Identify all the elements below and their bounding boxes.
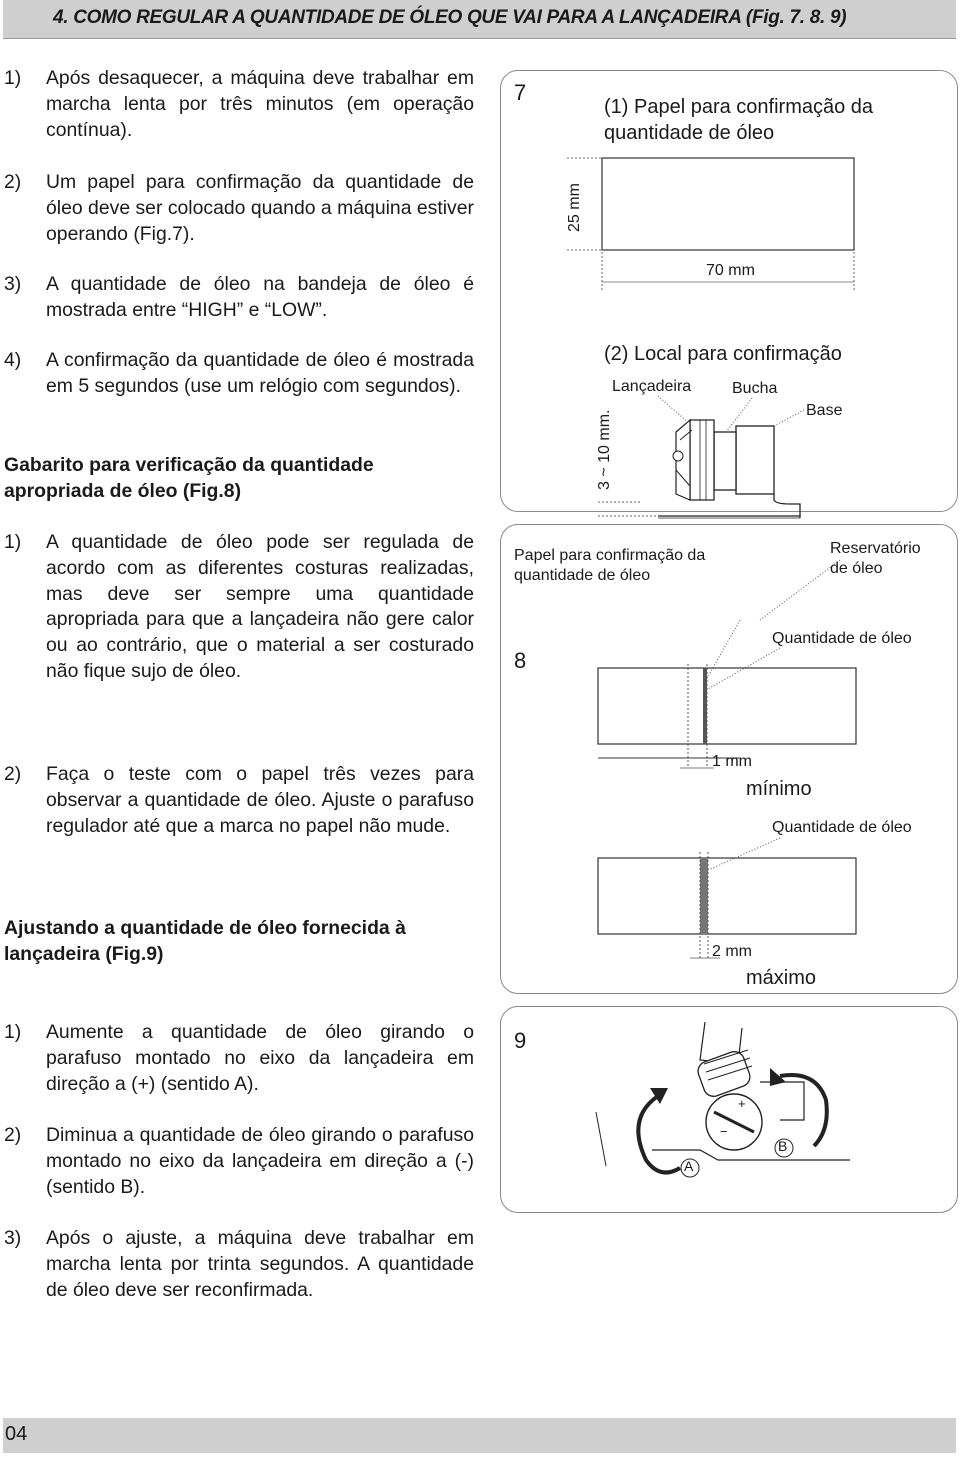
item-text: Após o ajuste, a máquina deve trabalhar em marcha lenta por trinta segundos. A quantidade de óleo deve ser reconfirmada. <box>46 1227 474 1301</box>
hook-mechanism-drawing <box>658 420 800 518</box>
item-text: Aumente a quantidade de óleo girando o parafuso montado no eixo da lançadeira em direção a (+) (sentido A). <box>46 1021 474 1095</box>
distance-dimension-label: 3 ~ 10 mm. <box>596 409 613 490</box>
minimum-label: mínimo <box>746 778 812 800</box>
item-number: 2) <box>4 171 22 193</box>
width-dimension-label: 70 mm <box>706 262 755 279</box>
base-label: Base <box>806 402 843 419</box>
direction-b-label: B <box>778 1138 788 1154</box>
figure-number-8: 8 <box>514 648 527 673</box>
bushing-label: Bucha <box>732 380 778 397</box>
item-number: 3) <box>4 1227 22 1249</box>
item-text: Faça o teste com o papel três vezes para observar a quantidade de óleo. Ajuste o parafuso regulador até que a marca no papel não mude. <box>46 763 474 837</box>
section-title: 4. COMO REGULAR A QUANTIDADE DE ÓLEO QUE VAI PARA A LANÇADEIRA (Fig. 7. 8. 9) <box>53 7 847 28</box>
height-dimension-label: 25 mm <box>566 183 583 232</box>
oil-amount-label: Quantidade de óleo <box>772 630 912 647</box>
item-text: Diminua a quantidade de óleo girando o parafuso montado no eixo da lançadeira em direção a (-) (sentido B). <box>46 1124 474 1198</box>
leader-line <box>774 410 804 426</box>
page-number: 04 <box>5 1423 28 1445</box>
figure-number-9: 9 <box>514 1028 527 1053</box>
paper-label: Papel para confirmação da quantidade de óleo <box>514 547 706 584</box>
figure-number-7: 7 <box>514 80 527 105</box>
item-number: 1) <box>4 1021 22 1043</box>
minimum-width-label: 1 mm <box>712 753 752 770</box>
oil-screw-drawing <box>596 1022 850 1166</box>
oil-mark-maximum <box>700 858 708 934</box>
figure-7-caption-1: (1) Papel para confirmação da quantidade de óleo <box>604 96 874 144</box>
leader-line <box>760 560 840 620</box>
item-number: 4) <box>4 349 22 371</box>
subsection-heading: Ajustando a quantidade de óleo fornecida à lançadeira (Fig.9) <box>4 917 406 965</box>
direction-a-label: A <box>684 1158 694 1174</box>
gauge-minimum <box>598 668 856 744</box>
gauge-maximum <box>598 858 856 934</box>
oil-paper-rect <box>602 158 854 250</box>
item-number: 2) <box>4 763 22 785</box>
item-text: A quantidade de óleo pode ser regulada de acordo com as diferentes costuras realizadas, mas deve ser sempre uma quantidade apropriada para que a lançadeira não gere calor ou ao contrário, que o material a ser costurado não fique sujo de óleo. <box>46 531 474 682</box>
subsection-heading: Gabarito para verificação da quantidade apropriada de óleo (Fig.8) <box>4 454 374 502</box>
maximum-label: máximo <box>746 967 817 989</box>
leader-line <box>658 396 690 424</box>
oil-mark-minimum <box>703 668 707 744</box>
item-number: 1) <box>4 67 22 89</box>
oil-amount-label: Quantidade de óleo <box>772 819 912 836</box>
item-text: A confirmação da quantidade de óleo é mostrada em 5 segundos (use um relógio com segundos). <box>46 349 474 397</box>
item-number: 2) <box>4 1124 22 1146</box>
item-text: Um papel para confirmação da quantidade de óleo deve ser colocado quando a máquina estiver operando (Fig.7). <box>46 171 474 245</box>
oil-reservoir-label: Reservatório de óleo <box>830 540 921 577</box>
item-number: 1) <box>4 531 22 553</box>
figure-7-caption-2: (2) Local para confirmação <box>604 343 842 365</box>
item-text: Após desaquecer, a máquina deve trabalhar em marcha lenta por três minutos (em operação contínua). <box>46 67 474 141</box>
rotation-arrow-a <box>638 1096 680 1173</box>
minus-mark: − <box>720 1124 728 1139</box>
item-number: 3) <box>4 273 22 295</box>
item-text: A quantidade de óleo na bandeja de óleo é mostrada entre “HIGH” e “LOW”. <box>46 273 474 321</box>
plus-mark: + <box>738 1096 746 1111</box>
page-footer <box>3 1418 956 1453</box>
hook-label: Lançadeira <box>612 378 692 395</box>
maximum-width-label: 2 mm <box>712 943 752 960</box>
